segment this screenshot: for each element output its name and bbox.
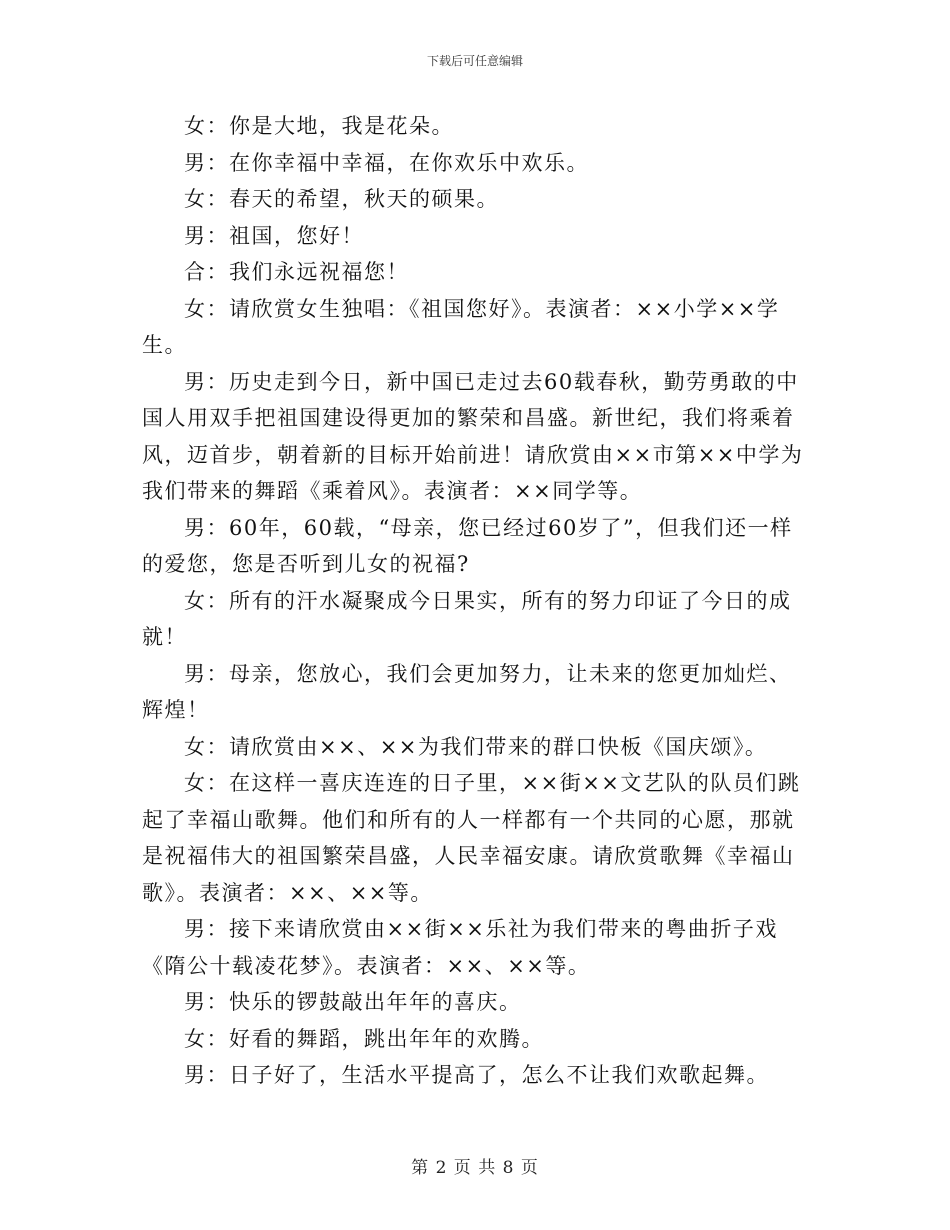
page-number-footer: 第 2 页 共 8 页 <box>411 1158 539 1178</box>
paragraph-5: 合：我们永远祝福您！ <box>184 260 409 284</box>
paragraph-11: 女：请欣赏由××、××为我们带来的群口快板《国庆颂》。 <box>184 734 768 759</box>
paragraph-9: 女：所有的汗水凝聚成今日果实，所有的努力印证了今日的成就！ <box>142 588 792 649</box>
paragraph-16: 男：日子好了，生活水平提高了，怎么不让我们欢歌起舞。 <box>184 1063 769 1087</box>
paragraph-3: 女：春天的希望，秋天的硕果。 <box>184 187 499 211</box>
paragraph-1: 女：你是大地，我是花朵。 <box>184 114 454 138</box>
paragraph-7: 男：历史走到今日，新中国已走过去60载春秋，勤劳勇敢的中国人用双手把祖国建设得更加的繁荣和昌盛。新世纪，我们将乘着风，迈首步，朝着新的目标开始前进！请欣赏由××市第××中学为我们带来的舞蹈《乘着风》。表演者：××同学等。 <box>142 369 804 503</box>
paragraph-6: 女：请欣赏女生独唱：《祖国您好》。表演者：××小学××学生。 <box>142 296 780 357</box>
paragraph-14: 男：快乐的锣鼓敲出年年的喜庆。 <box>184 990 522 1014</box>
paragraph-15: 女：好看的舞蹈，跳出年年的欢腾。 <box>184 1026 544 1051</box>
paragraph-8: 男：60年，60载，“母亲，您已经过60岁了”，但我们还一样的爱您，您是否听到儿女的祝福? <box>142 515 793 576</box>
page-header: 下载后可任意编辑 <box>426 54 523 68</box>
paragraph-13: 男：接下来请欣赏由××街××乐社为我们带来的粤曲折子戏《隋公十载凌花梦》。表演者：××、××等。 <box>142 917 778 978</box>
paragraph-10: 男：母亲，您放心，我们会更加努力，让未来的您更加灿烂、辉煌！ <box>142 661 792 722</box>
paragraph-2: 男：在你幸福中幸福，在你欢乐中欢乐。 <box>184 150 589 175</box>
paragraph-4: 男：祖国，您好！ <box>184 223 364 248</box>
document-body <box>142 108 810 1094</box>
paragraph-12: 女：在这样一喜庆连连的日子里，××街××文艺队的队员们跳起了幸福山歌舞。他们和所有的人一样都有一个共同的心愿，那就是祝福伟大的祖国繁荣昌盛，人民幸福安康。请欣赏歌舞《幸福山歌》。表演者：××、××等。 <box>142 771 801 905</box>
